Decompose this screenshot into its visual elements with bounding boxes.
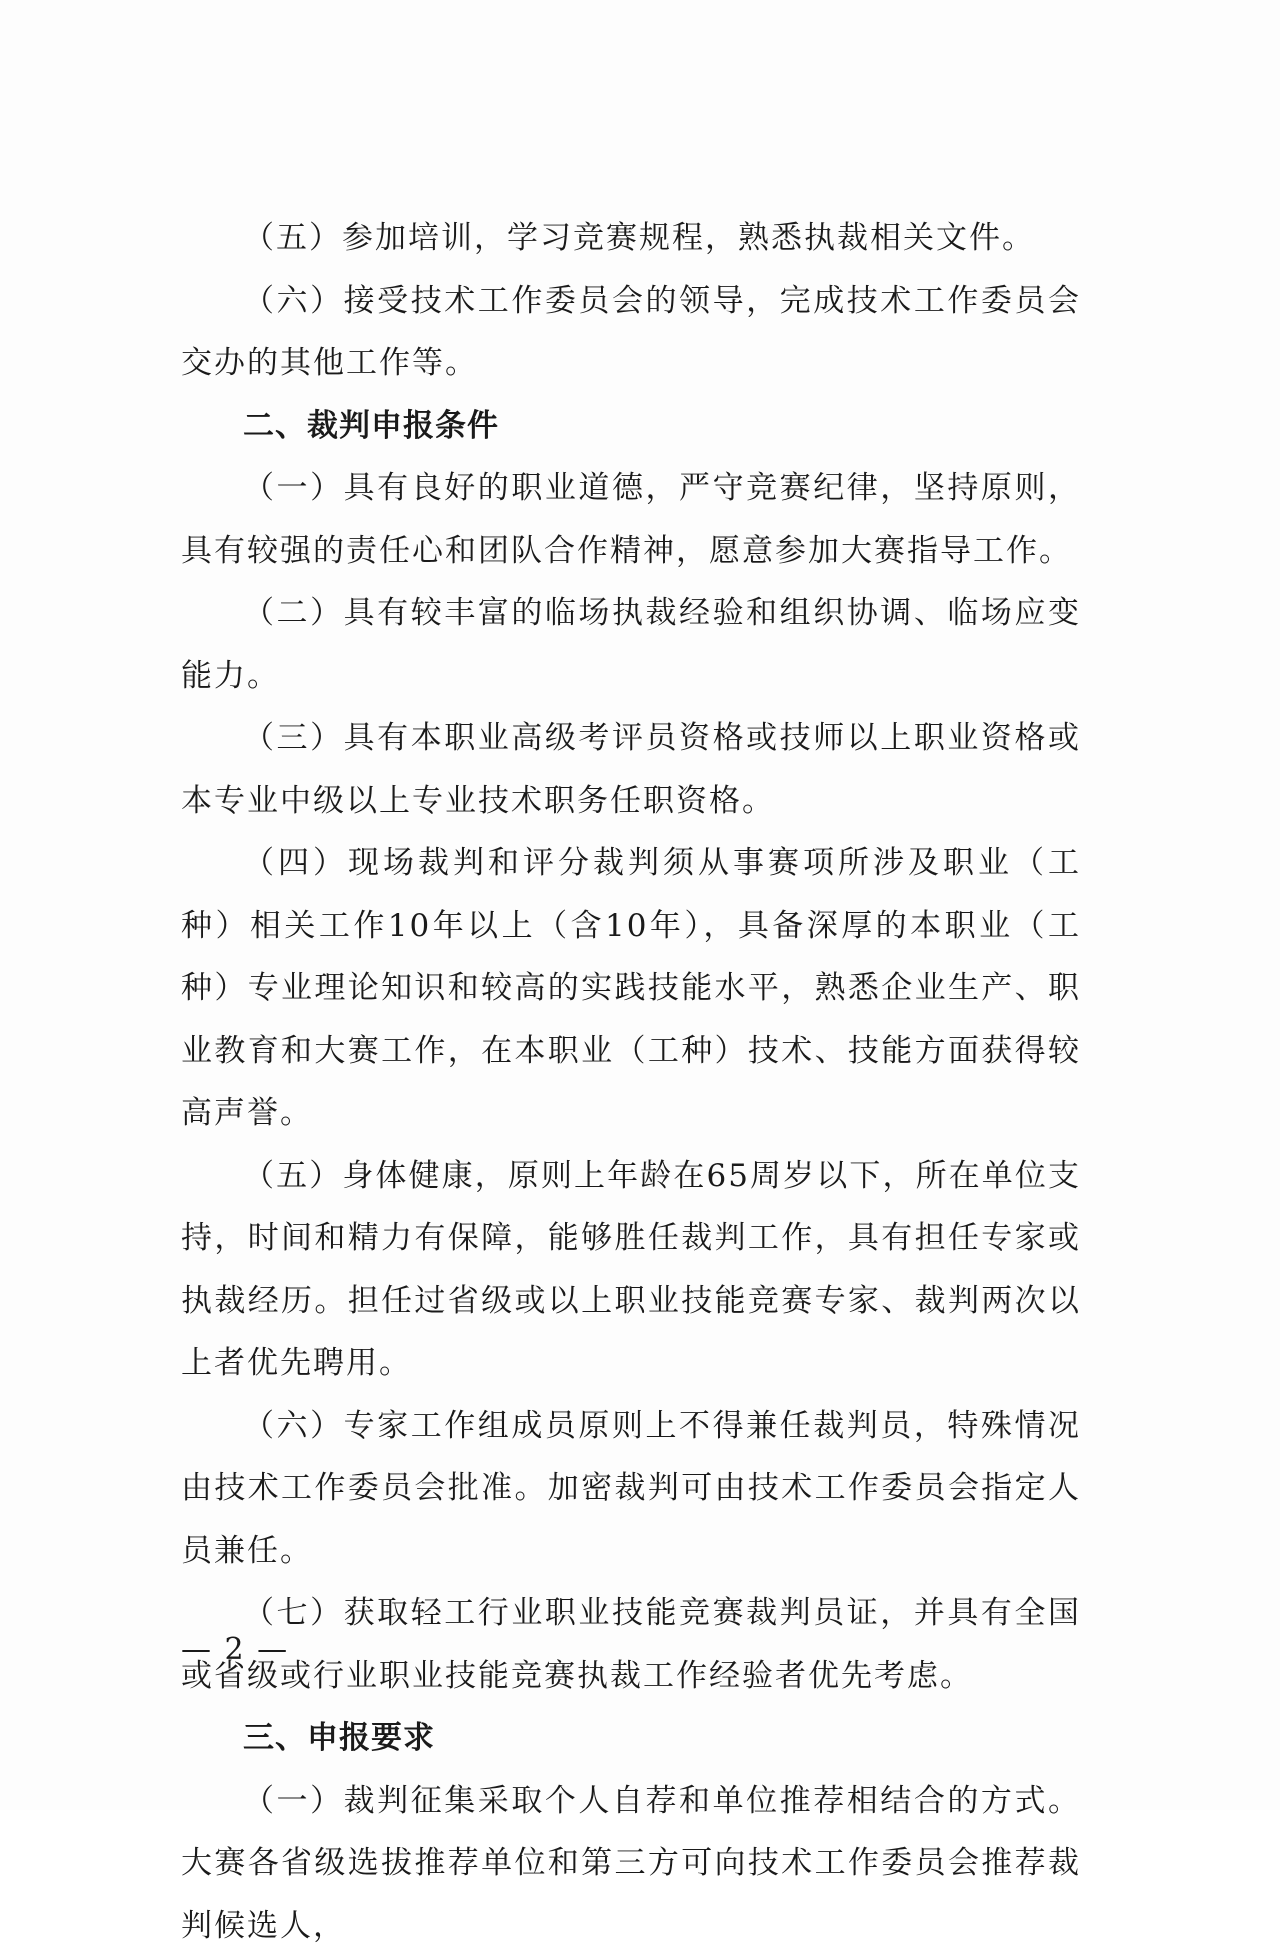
section-heading: 二、裁判申报条件 <box>181 395 1081 458</box>
body-paragraph: （四）现场裁判和评分裁判须从事赛项所涉及职业（工种）相关工作10年以上（含10年），具备深厚的本职业（工种）专业理论知识和较高的实践技能水平，熟悉企业生产、职业教育和大赛工作，在本职业（工种）技术、技能方面获得较高声誉。 <box>181 832 1081 1145</box>
page-number: — 2 — <box>181 1632 289 1667</box>
body-paragraph: （六）专家工作组成员原则上不得兼任裁判员，特殊情况由技术工作委员会批准。加密裁判可由技术工作委员会指定人员兼任。 <box>181 1395 1081 1583</box>
body-paragraph: （五）身体健康，原则上年龄在65周岁以下，所在单位支持，时间和精力有保障，能够胜任裁判工作，具有担任专家或执裁经历。担任过省级或以上职业技能竞赛专家、裁判两次以上者优先聘用。 <box>181 1145 1081 1395</box>
body-paragraph: （一）具有良好的职业道德，严守竞赛纪律，坚持原则，具有较强的责任心和团队合作精神，愿意参加大赛指导工作。 <box>181 457 1081 582</box>
body-paragraph: （七）获取轻工行业职业技能竞赛裁判员证，并具有全国或省级或行业职业技能竞赛执裁工作经验者优先考虑。 <box>181 1582 1081 1707</box>
body-paragraph: （一）裁判征集采取个人自荐和单位推荐相结合的方式。大赛各省级选拔推荐单位和第三方可向技术工作委员会推荐裁判候选人， <box>181 1770 1081 1957</box>
body-paragraph: （三）具有本职业高级考评员资格或技师以上职业资格或本专业中级以上专业技术职务任职资格。 <box>181 707 1081 832</box>
section-heading: 三、申报要求 <box>181 1707 1081 1770</box>
body-paragraph: （五）参加培训，学习竞赛规程，熟悉执裁相关文件。 <box>181 207 1081 270</box>
body-paragraph: （六）接受技术工作委员会的领导，完成技术工作委员会交办的其他工作等。 <box>181 270 1081 395</box>
document-body <box>181 207 1081 1957</box>
body-paragraph: （二）具有较丰富的临场执裁经验和组织协调、临场应变能力。 <box>181 582 1081 707</box>
